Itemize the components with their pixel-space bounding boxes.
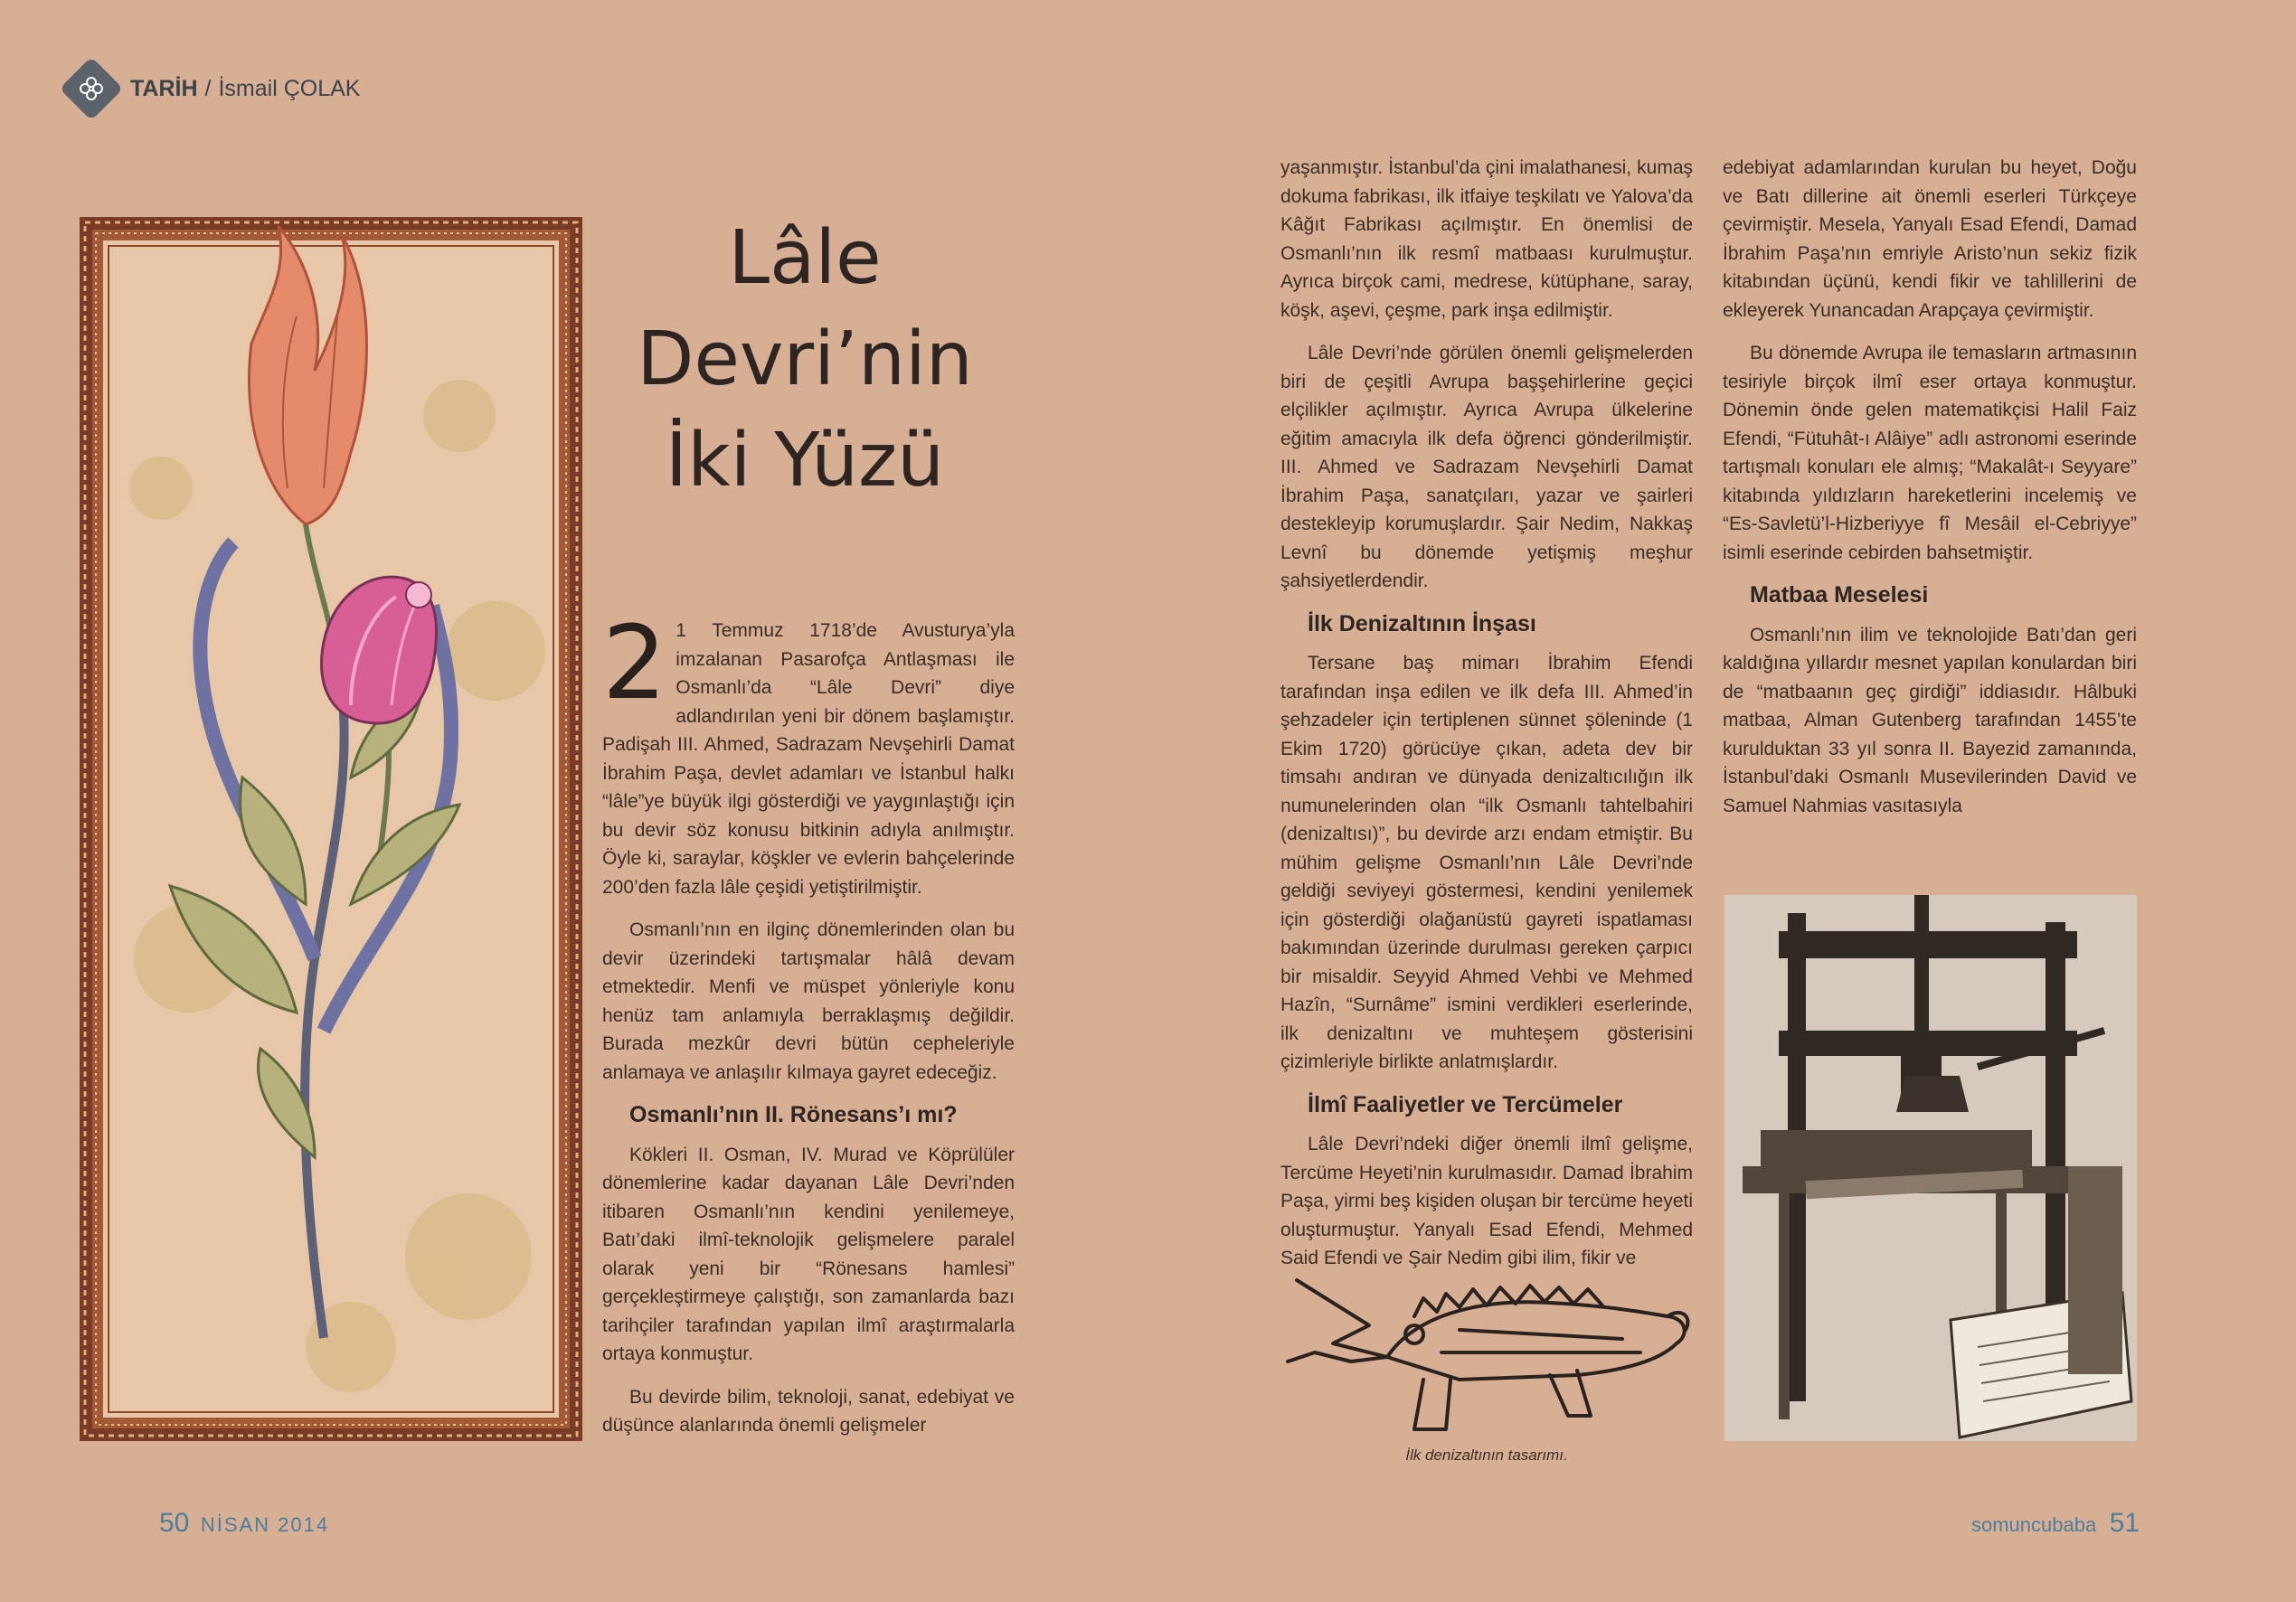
subheading: Matbaa Meselesi xyxy=(1750,582,1929,608)
issue-date: NİSAN 2014 xyxy=(200,1513,330,1536)
article-title xyxy=(597,208,1013,512)
paragraph: yaşanmıştır. İstanbul’da çini imalathanesi, kumaş dokuma fabrikası, ilk itfaiye teşkilatı ve Yalova’da Kâğıt Fabrikası açılmıştır. En önemlisi de Osmanlı’nın ilk resmî matbaası kurulmuştur. Ayrıca birçok cami, medrese, kütüphane, saray, köşk, aşevi, çeşme, park inşa edilmiştir. xyxy=(1280,157,1693,321)
paragraph: Osmanlı’nın ilim ve teknolojide Batı’dan geri kaldığına yıllardır mesnet yapılan konulardan biri de “matbaanın geç girdiği” iddiasıdır. Hâlbuki matbaa, Alman Gutenberg tarafından 1455’te kurulduktan 33 yıl sonra II. Bayezid zamanında, İstanbul’daki Osmanlı Musevilerinden David ve Samuel Nahmias vasıtasıyla xyxy=(1723,624,2137,816)
subheading: Osmanlı’nın II. Rönesans’ı mı? xyxy=(629,1102,958,1127)
tulip-miniature-illustration xyxy=(80,217,582,1441)
article-column-1 xyxy=(602,605,1015,1457)
left-page-footer xyxy=(159,1508,329,1539)
author-name: İsmail ÇOLAK xyxy=(218,75,361,101)
magazine-brand xyxy=(1971,1513,2096,1536)
separator: / xyxy=(204,75,212,101)
paragraph: Bu dönemde Avrupa ile temasların artmasının tesiriyle birçok ilmî eser ortaya konmuştur. Dönemin önde gelen matematikçisi Halil Faiz Efendi, “Fütuhât-ı Alâiye” adlı astronomi eserinde tartışmalı konuları ele almış; “Makalât-ı Seyyare” kitabında yıldızların hareketlerini incelemiş ve “Es-Savletü’l-Hizberiyye fî Mesâil el-Cebriyye” isimli eserinde cebirden bahsetmiştir. xyxy=(1723,343,2137,563)
section-label: TARİH xyxy=(130,75,198,101)
article-column-3 xyxy=(1723,154,2137,877)
paragraph: Osmanlı’nın en ilginç dönemlerinden olan bu devir üzerindeki tartışmalar hâlâ devam etmektedir. Menfi ve müspet yönleriyle konu henüz tam anlamıyla berraklaşmış değildir. Burada mezkûr devri bütün cepheleriyle anlamaya ve anlaşılır kılmaya gayret edeceğiz. xyxy=(602,919,1015,1083)
submarine-drawing xyxy=(1279,1262,1695,1452)
page-number: 51 xyxy=(2109,1508,2140,1538)
diamond-ornament-icon xyxy=(60,57,124,121)
subheading: İlk Denizaltının İnşası xyxy=(1308,610,1536,636)
page-number: 50 xyxy=(159,1508,190,1538)
title-line-3: İki Yüzü xyxy=(665,418,945,504)
brand-part-2: baba xyxy=(2052,1513,2097,1536)
paragraph: Lâle Devri’nde görülen önemli gelişmelerden biri de çeşitli Avrupa başşehirlerine geçici elçilikler açılmıştır. Ayrıca Avrupa ülkelerine eğitim amacıyla ilk defa öğrenci gönderilmiştir. III. Ahmed ve Sadrazam Nevşehirli Damat İbrahim Paşa, sanatçıları, yazar ve şairleri destekleyip korumuşlardır. Şair Nedim, Nakkaş Levnî bu dönemde yetişmiş meşhur şahsiyetlerdendir. xyxy=(1280,343,1693,591)
paragraph: Kökleri II. Osman, IV. Murad ve Köprülüler dönemlerine kadar dayanan Lâle Devri’nden itibaren Osmanlı’nın kendini yenilemeye, Batı’daki ilmî-teknolojik gelişmelere paralel olarak yeni bir “Rönesans hamlesi” gerçekleştirmeye çalıştığı, son zamanlarda bazı tarihçiler tarafından yapılan ilmî araştırmalarla ortaya konmuştur. xyxy=(602,1144,1015,1364)
paragraph: Lâle Devri’ndeki diğer önemli ilmî gelişme, Tercüme Heyeti’nin kurulmasıdır. Damad İbrahim Paşa, yirmi beş kişiden oluşan bir tercüme heyeti oluşturmuştur. Yanyalı Esad Efendi, Mehmed Said Efendi ve Şair Nedim gibi ilim, fikir ve xyxy=(1280,1134,1693,1268)
article-column-2 xyxy=(1280,154,1693,1266)
brand-part-1: somuncu xyxy=(1971,1513,2053,1536)
right-page-footer xyxy=(1971,1508,2140,1539)
paragraph: Bu devirde bilim, teknoloji, sanat, edebiyat ve düşünce alanlarında önemli gelişmeler xyxy=(602,1386,1015,1436)
paragraph: edebiyat adamlarından kurulan bu heyet, Doğu ve Batı dillerine ait önemli eserleri Türkçeye çevirmiştir. Mesela, Yanyalı Esad Efendi, Damad İbrahim Paşa’nın emriyle Aristo’nun sekiz fizik kitabından üçünü, kendi fikir ve tahlillerini de ekleyerek Yunancadan Arapçaya çevirmiştir. xyxy=(1723,157,2137,321)
subheading: İlmî Faaliyetler ve Tercümeler xyxy=(1308,1091,1623,1117)
drop-cap: 2 xyxy=(602,605,667,722)
image-caption: İlk denizaltının tasarımı. xyxy=(1405,1447,1568,1464)
intro-text: 1 Temmuz 1718’de Avusturya’yla imzalanan Pasarofça Antlaşması ile Osmanlı’da “Lâle Devri” diye adlandırılan yeni bir dönem başlamıştır. Padişah III. Ahmed, Sadrazam Nevşehirli Damat İbrahim Paşa, devlet adamları ve İstanbul halkı “lâle”ye büyük ilgi gösterdiği ve yaygınlaştığı için bu devir söz konusu bitkinin adıyla anılmıştır. Öyle ki, saraylar, köşkler ve evlerin bahçelerinde 200’den fazla lâle çeşidi yetiştirilmiştir. xyxy=(602,620,1015,898)
intro-paragraph xyxy=(602,605,1015,901)
paragraph: Tersane baş mimarı İbrahim Efendi tarafından inşa edilen ve ilk defa III. Ahmed’in şehzadeler için tertiplenen sünnet şöleninde (1 Ekim 1720) görücüye çıkan, adeta dev bir timsahı andıran ve dünyada denizaltıcılığın ilk numunelerinden olan “ilk Osmanlı tahtelbahiri (denizaltısı)”, bu devirde arzı endam etmiştir. Bu mühim gelişme Osmanlı’nın Lâle Devri’nde geldiği seviyeyi göstermesi, kendini yenilemek için gösterdiği olağanüstü gayreti ispatlaması bakımından üzerinde durulması gereken çarpıcı bir misaldir. Seyyid Ahmed Vehbi ve Mehmed Hazîn, “Surnâme” ismini verdikleri eserlerinde, ilk denizaltını ve muhteşem gösterisini çizimleriyle birlikte anlatmışlardır. xyxy=(1280,653,1693,1072)
title-line-2: Devri’nin xyxy=(637,316,973,402)
section-header xyxy=(60,56,360,121)
printing-press-image xyxy=(1724,895,2137,1441)
title-line-1: Lâle xyxy=(728,215,882,301)
